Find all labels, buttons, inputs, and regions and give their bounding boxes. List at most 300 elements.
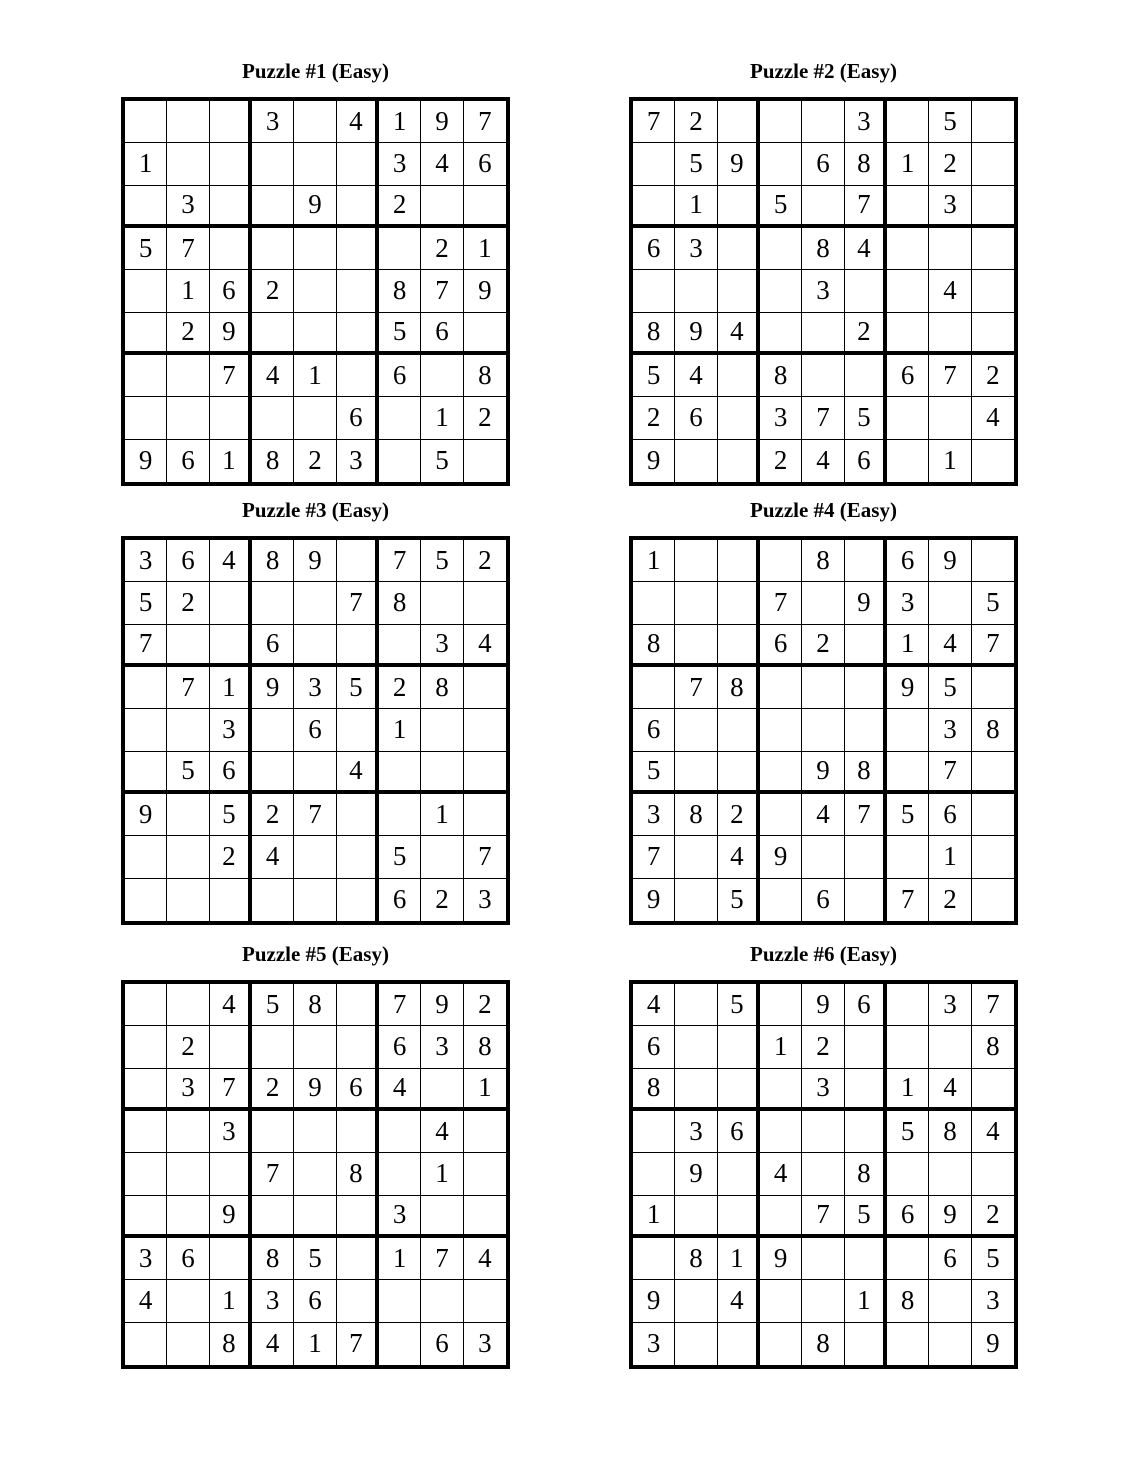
sudoku-cell[interactable]: 9 bbox=[802, 752, 844, 794]
sudoku-cell[interactable]: 6 bbox=[252, 625, 294, 667]
sudoku-cell[interactable]: 6 bbox=[294, 1280, 336, 1322]
sudoku-cell[interactable]: 8 bbox=[210, 1323, 252, 1365]
sudoku-cell[interactable]: 9 bbox=[294, 540, 336, 582]
sudoku-cell[interactable] bbox=[887, 984, 929, 1026]
sudoku-cell[interactable] bbox=[379, 440, 421, 482]
sudoku-cell[interactable] bbox=[718, 355, 760, 397]
sudoku-cell[interactable]: 2 bbox=[294, 440, 336, 482]
sudoku-cell[interactable]: 9 bbox=[802, 984, 844, 1026]
sudoku-cell[interactable] bbox=[464, 794, 506, 836]
sudoku-cell[interactable]: 2 bbox=[252, 270, 294, 312]
sudoku-cell[interactable] bbox=[379, 625, 421, 667]
sudoku-cell[interactable] bbox=[633, 186, 675, 228]
sudoku-cell[interactable] bbox=[887, 397, 929, 439]
sudoku-cell[interactable]: 8 bbox=[464, 355, 506, 397]
sudoku-cell[interactable] bbox=[887, 1153, 929, 1195]
sudoku-cell[interactable]: 5 bbox=[379, 313, 421, 355]
sudoku-cell[interactable] bbox=[421, 752, 463, 794]
sudoku-cell[interactable]: 3 bbox=[252, 101, 294, 143]
sudoku-cell[interactable] bbox=[252, 1026, 294, 1068]
sudoku-cell[interactable]: 2 bbox=[252, 794, 294, 836]
sudoku-cell[interactable]: 8 bbox=[972, 709, 1014, 751]
sudoku-cell[interactable] bbox=[125, 1026, 167, 1068]
sudoku-cell[interactable]: 9 bbox=[633, 440, 675, 482]
sudoku-cell[interactable] bbox=[675, 582, 717, 624]
sudoku-cell[interactable]: 4 bbox=[718, 1280, 760, 1322]
sudoku-cell[interactable]: 1 bbox=[210, 667, 252, 709]
sudoku-cell[interactable]: 7 bbox=[294, 794, 336, 836]
sudoku-cell[interactable]: 6 bbox=[464, 143, 506, 185]
sudoku-cell[interactable]: 7 bbox=[887, 879, 929, 921]
sudoku-cell[interactable] bbox=[337, 540, 379, 582]
sudoku-cell[interactable]: 2 bbox=[845, 313, 887, 355]
sudoku-cell[interactable] bbox=[845, 270, 887, 312]
sudoku-cell[interactable] bbox=[167, 794, 209, 836]
sudoku-cell[interactable] bbox=[675, 752, 717, 794]
sudoku-cell[interactable]: 7 bbox=[337, 1323, 379, 1365]
sudoku-cell[interactable]: 9 bbox=[125, 794, 167, 836]
sudoku-cell[interactable]: 8 bbox=[802, 540, 844, 582]
sudoku-cell[interactable]: 6 bbox=[633, 709, 675, 751]
sudoku-cell[interactable] bbox=[464, 752, 506, 794]
sudoku-cell[interactable] bbox=[718, 440, 760, 482]
sudoku-cell[interactable] bbox=[972, 270, 1014, 312]
sudoku-cell[interactable]: 5 bbox=[167, 752, 209, 794]
sudoku-cell[interactable]: 2 bbox=[464, 540, 506, 582]
sudoku-cell[interactable] bbox=[421, 1196, 463, 1238]
sudoku-cell[interactable] bbox=[845, 709, 887, 751]
sudoku-cell[interactable]: 5 bbox=[718, 879, 760, 921]
sudoku-cell[interactable] bbox=[718, 186, 760, 228]
sudoku-cell[interactable] bbox=[464, 1153, 506, 1195]
sudoku-cell[interactable] bbox=[167, 625, 209, 667]
sudoku-cell[interactable]: 6 bbox=[718, 1111, 760, 1153]
sudoku-cell[interactable] bbox=[845, 1238, 887, 1280]
sudoku-cell[interactable]: 2 bbox=[802, 625, 844, 667]
sudoku-cell[interactable]: 7 bbox=[760, 582, 802, 624]
sudoku-cell[interactable] bbox=[125, 709, 167, 751]
sudoku-cell[interactable] bbox=[125, 101, 167, 143]
sudoku-cell[interactable] bbox=[252, 397, 294, 439]
sudoku-cell[interactable]: 4 bbox=[337, 752, 379, 794]
sudoku-cell[interactable]: 6 bbox=[802, 879, 844, 921]
sudoku-cell[interactable]: 6 bbox=[421, 1323, 463, 1365]
sudoku-cell[interactable]: 1 bbox=[760, 1026, 802, 1068]
sudoku-cell[interactable] bbox=[252, 313, 294, 355]
sudoku-cell[interactable]: 2 bbox=[972, 1196, 1014, 1238]
sudoku-cell[interactable] bbox=[845, 625, 887, 667]
sudoku-cell[interactable] bbox=[421, 186, 463, 228]
sudoku-cell[interactable]: 5 bbox=[760, 186, 802, 228]
sudoku-cell[interactable] bbox=[929, 1323, 971, 1365]
sudoku-cell[interactable] bbox=[125, 836, 167, 878]
sudoku-cell[interactable] bbox=[294, 143, 336, 185]
sudoku-cell[interactable] bbox=[464, 1280, 506, 1322]
sudoku-cell[interactable]: 2 bbox=[929, 143, 971, 185]
sudoku-cell[interactable]: 3 bbox=[972, 1280, 1014, 1322]
sudoku-cell[interactable] bbox=[718, 1153, 760, 1195]
sudoku-cell[interactable]: 1 bbox=[887, 143, 929, 185]
sudoku-cell[interactable]: 8 bbox=[421, 667, 463, 709]
sudoku-cell[interactable] bbox=[294, 270, 336, 312]
sudoku-cell[interactable]: 6 bbox=[337, 1069, 379, 1111]
sudoku-cell[interactable] bbox=[294, 879, 336, 921]
sudoku-cell[interactable]: 4 bbox=[125, 1280, 167, 1322]
sudoku-cell[interactable] bbox=[125, 397, 167, 439]
sudoku-cell[interactable] bbox=[464, 709, 506, 751]
sudoku-cell[interactable] bbox=[845, 667, 887, 709]
sudoku-cell[interactable] bbox=[845, 1111, 887, 1153]
sudoku-cell[interactable]: 6 bbox=[210, 752, 252, 794]
sudoku-cell[interactable]: 1 bbox=[379, 1238, 421, 1280]
sudoku-cell[interactable] bbox=[887, 440, 929, 482]
sudoku-cell[interactable] bbox=[802, 1280, 844, 1322]
sudoku-cell[interactable] bbox=[210, 582, 252, 624]
sudoku-cell[interactable]: 2 bbox=[929, 879, 971, 921]
sudoku-cell[interactable] bbox=[633, 582, 675, 624]
sudoku-cell[interactable]: 1 bbox=[464, 228, 506, 270]
sudoku-cell[interactable] bbox=[718, 625, 760, 667]
sudoku-cell[interactable] bbox=[294, 836, 336, 878]
sudoku-cell[interactable] bbox=[210, 143, 252, 185]
sudoku-cell[interactable]: 7 bbox=[845, 186, 887, 228]
sudoku-cell[interactable]: 3 bbox=[167, 186, 209, 228]
sudoku-cell[interactable] bbox=[972, 752, 1014, 794]
sudoku-cell[interactable] bbox=[802, 1153, 844, 1195]
sudoku-cell[interactable] bbox=[633, 1238, 675, 1280]
sudoku-cell[interactable] bbox=[125, 1196, 167, 1238]
sudoku-cell[interactable]: 7 bbox=[421, 270, 463, 312]
sudoku-cell[interactable]: 3 bbox=[802, 270, 844, 312]
sudoku-cell[interactable] bbox=[337, 228, 379, 270]
sudoku-cell[interactable] bbox=[633, 270, 675, 312]
sudoku-cell[interactable] bbox=[125, 984, 167, 1026]
sudoku-cell[interactable]: 5 bbox=[972, 582, 1014, 624]
sudoku-cell[interactable] bbox=[675, 440, 717, 482]
sudoku-cell[interactable] bbox=[887, 186, 929, 228]
sudoku-cell[interactable]: 6 bbox=[929, 1238, 971, 1280]
sudoku-cell[interactable] bbox=[972, 667, 1014, 709]
sudoku-cell[interactable]: 8 bbox=[845, 1153, 887, 1195]
sudoku-cell[interactable]: 1 bbox=[421, 397, 463, 439]
sudoku-cell[interactable]: 2 bbox=[167, 1026, 209, 1068]
sudoku-cell[interactable]: 6 bbox=[167, 1238, 209, 1280]
sudoku-cell[interactable] bbox=[464, 1196, 506, 1238]
sudoku-cell[interactable] bbox=[760, 1323, 802, 1365]
sudoku-cell[interactable] bbox=[379, 1280, 421, 1322]
sudoku-cell[interactable] bbox=[675, 1069, 717, 1111]
sudoku-cell[interactable]: 2 bbox=[379, 667, 421, 709]
sudoku-cell[interactable]: 7 bbox=[252, 1153, 294, 1195]
sudoku-cell[interactable]: 7 bbox=[167, 228, 209, 270]
sudoku-cell[interactable]: 9 bbox=[252, 667, 294, 709]
sudoku-cell[interactable]: 8 bbox=[760, 355, 802, 397]
sudoku-cell[interactable] bbox=[125, 1111, 167, 1153]
sudoku-cell[interactable] bbox=[464, 667, 506, 709]
sudoku-cell[interactable] bbox=[633, 143, 675, 185]
sudoku-cell[interactable] bbox=[210, 1153, 252, 1195]
sudoku-cell[interactable] bbox=[633, 1153, 675, 1195]
sudoku-cell[interactable]: 9 bbox=[421, 984, 463, 1026]
sudoku-cell[interactable]: 1 bbox=[929, 440, 971, 482]
sudoku-cell[interactable]: 1 bbox=[379, 709, 421, 751]
sudoku-cell[interactable]: 6 bbox=[887, 540, 929, 582]
sudoku-cell[interactable]: 3 bbox=[929, 709, 971, 751]
sudoku-cell[interactable]: 6 bbox=[929, 794, 971, 836]
sudoku-cell[interactable]: 2 bbox=[633, 397, 675, 439]
sudoku-cell[interactable] bbox=[718, 540, 760, 582]
sudoku-cell[interactable]: 8 bbox=[675, 1238, 717, 1280]
sudoku-cell[interactable]: 1 bbox=[718, 1238, 760, 1280]
sudoku-cell[interactable]: 8 bbox=[379, 270, 421, 312]
sudoku-cell[interactable] bbox=[972, 101, 1014, 143]
sudoku-cell[interactable] bbox=[760, 1196, 802, 1238]
sudoku-cell[interactable] bbox=[294, 397, 336, 439]
sudoku-cell[interactable]: 8 bbox=[633, 1069, 675, 1111]
sudoku-cell[interactable]: 4 bbox=[972, 397, 1014, 439]
sudoku-cell[interactable]: 9 bbox=[633, 1280, 675, 1322]
sudoku-cell[interactable]: 9 bbox=[760, 836, 802, 878]
sudoku-cell[interactable] bbox=[718, 228, 760, 270]
sudoku-cell[interactable] bbox=[294, 752, 336, 794]
sudoku-cell[interactable] bbox=[972, 836, 1014, 878]
sudoku-cell[interactable]: 3 bbox=[421, 625, 463, 667]
sudoku-cell[interactable] bbox=[464, 440, 506, 482]
sudoku-cell[interactable]: 6 bbox=[379, 879, 421, 921]
sudoku-cell[interactable] bbox=[167, 1196, 209, 1238]
sudoku-cell[interactable]: 1 bbox=[887, 1069, 929, 1111]
sudoku-cell[interactable]: 1 bbox=[294, 355, 336, 397]
sudoku-cell[interactable]: 3 bbox=[633, 1323, 675, 1365]
sudoku-cell[interactable] bbox=[252, 1111, 294, 1153]
sudoku-cell[interactable]: 6 bbox=[421, 313, 463, 355]
sudoku-cell[interactable] bbox=[464, 582, 506, 624]
sudoku-cell[interactable]: 2 bbox=[802, 1026, 844, 1068]
sudoku-cell[interactable]: 8 bbox=[718, 667, 760, 709]
sudoku-cell[interactable]: 7 bbox=[210, 355, 252, 397]
sudoku-cell[interactable]: 2 bbox=[421, 879, 463, 921]
sudoku-cell[interactable]: 9 bbox=[760, 1238, 802, 1280]
sudoku-cell[interactable] bbox=[125, 270, 167, 312]
sudoku-cell[interactable]: 1 bbox=[210, 1280, 252, 1322]
sudoku-cell[interactable] bbox=[421, 709, 463, 751]
sudoku-cell[interactable]: 8 bbox=[464, 1026, 506, 1068]
sudoku-cell[interactable] bbox=[802, 1238, 844, 1280]
sudoku-cell[interactable]: 6 bbox=[845, 984, 887, 1026]
sudoku-cell[interactable] bbox=[252, 1196, 294, 1238]
sudoku-cell[interactable]: 9 bbox=[986, 1328, 1000, 1359]
sudoku-cell[interactable]: 9 bbox=[718, 143, 760, 185]
sudoku-cell[interactable] bbox=[929, 228, 971, 270]
sudoku-cell[interactable]: 3 bbox=[294, 667, 336, 709]
sudoku-cell[interactable] bbox=[972, 186, 1014, 228]
sudoku-cell[interactable] bbox=[252, 186, 294, 228]
sudoku-cell[interactable] bbox=[675, 270, 717, 312]
sudoku-cell[interactable] bbox=[210, 228, 252, 270]
sudoku-cell[interactable] bbox=[760, 228, 802, 270]
sudoku-cell[interactable]: 4 bbox=[210, 540, 252, 582]
sudoku-cell[interactable]: 5 bbox=[887, 1111, 929, 1153]
sudoku-cell[interactable]: 1 bbox=[125, 143, 167, 185]
sudoku-cell[interactable]: 9 bbox=[125, 440, 167, 482]
sudoku-cell[interactable] bbox=[887, 1026, 929, 1068]
sudoku-cell[interactable] bbox=[972, 540, 1014, 582]
sudoku-cell[interactable]: 8 bbox=[252, 1238, 294, 1280]
sudoku-cell[interactable]: 2 bbox=[379, 186, 421, 228]
sudoku-cell[interactable] bbox=[294, 313, 336, 355]
sudoku-cell[interactable]: 5 bbox=[972, 1238, 1014, 1280]
sudoku-cell[interactable]: 1 bbox=[464, 1069, 506, 1111]
sudoku-cell[interactable]: 5 bbox=[125, 582, 167, 624]
sudoku-cell[interactable]: 5 bbox=[379, 836, 421, 878]
sudoku-cell[interactable]: 7 bbox=[464, 101, 506, 143]
sudoku-cell[interactable] bbox=[718, 709, 760, 751]
sudoku-cell[interactable]: 4 bbox=[802, 794, 844, 836]
sudoku-cell[interactable]: 2 bbox=[210, 836, 252, 878]
sudoku-cell[interactable] bbox=[337, 836, 379, 878]
sudoku-cell[interactable]: 6 bbox=[760, 625, 802, 667]
sudoku-cell[interactable]: 5 bbox=[887, 794, 929, 836]
sudoku-cell[interactable]: 3 bbox=[478, 884, 492, 915]
sudoku-cell[interactable]: 2 bbox=[675, 101, 717, 143]
sudoku-cell[interactable] bbox=[760, 1280, 802, 1322]
sudoku-cell[interactable] bbox=[252, 143, 294, 185]
sudoku-cell[interactable]: 7 bbox=[802, 1196, 844, 1238]
sudoku-cell[interactable] bbox=[294, 101, 336, 143]
sudoku-cell[interactable]: 3 bbox=[929, 984, 971, 1026]
sudoku-cell[interactable]: 6 bbox=[379, 355, 421, 397]
sudoku-cell[interactable] bbox=[675, 709, 717, 751]
sudoku-cell[interactable]: 7 bbox=[845, 794, 887, 836]
sudoku-cell[interactable]: 5 bbox=[633, 355, 675, 397]
sudoku-cell[interactable]: 3 bbox=[675, 1111, 717, 1153]
sudoku-cell[interactable] bbox=[929, 397, 971, 439]
sudoku-cell[interactable] bbox=[125, 879, 167, 921]
sudoku-cell[interactable]: 6 bbox=[337, 397, 379, 439]
sudoku-cell[interactable] bbox=[887, 836, 929, 878]
sudoku-cell[interactable]: 8 bbox=[294, 984, 336, 1026]
sudoku-cell[interactable]: 7 bbox=[802, 397, 844, 439]
sudoku-cell[interactable] bbox=[294, 625, 336, 667]
sudoku-cell[interactable]: 3 bbox=[887, 582, 929, 624]
sudoku-cell[interactable]: 9 bbox=[929, 540, 971, 582]
sudoku-cell[interactable]: 7 bbox=[379, 540, 421, 582]
sudoku-cell[interactable] bbox=[718, 752, 760, 794]
sudoku-cell[interactable] bbox=[337, 355, 379, 397]
sudoku-cell[interactable]: 9 bbox=[294, 1069, 336, 1111]
sudoku-cell[interactable]: 6 bbox=[633, 228, 675, 270]
sudoku-cell[interactable] bbox=[294, 1196, 336, 1238]
sudoku-cell[interactable] bbox=[421, 1069, 463, 1111]
sudoku-cell[interactable] bbox=[675, 879, 717, 921]
sudoku-cell[interactable] bbox=[718, 101, 760, 143]
sudoku-cell[interactable]: 4 bbox=[633, 984, 675, 1026]
sudoku-cell[interactable] bbox=[167, 1323, 209, 1365]
sudoku-cell[interactable] bbox=[760, 984, 802, 1026]
sudoku-cell[interactable]: 1 bbox=[887, 625, 929, 667]
sudoku-cell[interactable] bbox=[802, 582, 844, 624]
sudoku-cell[interactable] bbox=[337, 1196, 379, 1238]
sudoku-cell[interactable] bbox=[252, 228, 294, 270]
sudoku-cell[interactable]: 3 bbox=[210, 1111, 252, 1153]
sudoku-cell[interactable]: 3 bbox=[125, 540, 167, 582]
sudoku-cell[interactable]: 1 bbox=[421, 1153, 463, 1195]
sudoku-cell[interactable] bbox=[252, 879, 294, 921]
sudoku-cell[interactable] bbox=[167, 397, 209, 439]
sudoku-cell[interactable]: 3 bbox=[675, 228, 717, 270]
sudoku-cell[interactable] bbox=[167, 355, 209, 397]
sudoku-cell[interactable]: 9 bbox=[210, 313, 252, 355]
sudoku-cell[interactable] bbox=[675, 836, 717, 878]
sudoku-cell[interactable] bbox=[125, 752, 167, 794]
sudoku-cell[interactable]: 4 bbox=[718, 313, 760, 355]
sudoku-cell[interactable] bbox=[167, 709, 209, 751]
sudoku-cell[interactable] bbox=[760, 709, 802, 751]
sudoku-cell[interactable] bbox=[633, 667, 675, 709]
sudoku-cell[interactable] bbox=[379, 1323, 421, 1365]
sudoku-cell[interactable] bbox=[929, 313, 971, 355]
sudoku-cell[interactable]: 4 bbox=[760, 1153, 802, 1195]
sudoku-cell[interactable]: 5 bbox=[675, 143, 717, 185]
sudoku-cell[interactable] bbox=[337, 794, 379, 836]
sudoku-cell[interactable]: 2 bbox=[464, 984, 506, 1026]
sudoku-cell[interactable]: 8 bbox=[337, 1153, 379, 1195]
sudoku-cell[interactable] bbox=[760, 1111, 802, 1153]
sudoku-cell[interactable]: 2 bbox=[972, 355, 1014, 397]
sudoku-cell[interactable] bbox=[125, 313, 167, 355]
sudoku-cell[interactable]: 3 bbox=[929, 186, 971, 228]
sudoku-cell[interactable] bbox=[887, 1238, 929, 1280]
sudoku-cell[interactable] bbox=[972, 879, 1014, 921]
sudoku-cell[interactable]: 2 bbox=[167, 582, 209, 624]
sudoku-cell[interactable]: 9 bbox=[929, 1196, 971, 1238]
sudoku-cell[interactable] bbox=[167, 879, 209, 921]
sudoku-cell[interactable] bbox=[718, 1323, 760, 1365]
sudoku-cell[interactable]: 6 bbox=[210, 270, 252, 312]
sudoku-cell[interactable]: 5 bbox=[294, 1238, 336, 1280]
sudoku-cell[interactable]: 6 bbox=[675, 397, 717, 439]
sudoku-cell[interactable]: 7 bbox=[167, 667, 209, 709]
sudoku-cell[interactable]: 3 bbox=[845, 101, 887, 143]
sudoku-cell[interactable] bbox=[718, 397, 760, 439]
sudoku-cell[interactable]: 8 bbox=[887, 1280, 929, 1322]
sudoku-cell[interactable] bbox=[379, 752, 421, 794]
sudoku-cell[interactable] bbox=[929, 1280, 971, 1322]
sudoku-cell[interactable] bbox=[167, 1153, 209, 1195]
sudoku-cell[interactable]: 3 bbox=[802, 1069, 844, 1111]
sudoku-cell[interactable] bbox=[802, 836, 844, 878]
sudoku-cell[interactable] bbox=[972, 143, 1014, 185]
sudoku-cell[interactable]: 2 bbox=[421, 228, 463, 270]
sudoku-cell[interactable]: 9 bbox=[633, 879, 675, 921]
sudoku-cell[interactable]: 4 bbox=[421, 1111, 463, 1153]
sudoku-cell[interactable]: 3 bbox=[421, 1026, 463, 1068]
sudoku-cell[interactable]: 8 bbox=[802, 228, 844, 270]
sudoku-cell[interactable]: 7 bbox=[125, 625, 167, 667]
sudoku-cell[interactable]: 5 bbox=[210, 794, 252, 836]
sudoku-cell[interactable] bbox=[972, 313, 1014, 355]
sudoku-cell[interactable] bbox=[210, 879, 252, 921]
sudoku-cell[interactable] bbox=[760, 1069, 802, 1111]
sudoku-cell[interactable] bbox=[379, 228, 421, 270]
sudoku-cell[interactable]: 9 bbox=[421, 101, 463, 143]
sudoku-cell[interactable] bbox=[125, 1323, 167, 1365]
sudoku-cell[interactable] bbox=[337, 1238, 379, 1280]
sudoku-cell[interactable] bbox=[379, 1153, 421, 1195]
sudoku-cell[interactable] bbox=[125, 667, 167, 709]
sudoku-cell[interactable] bbox=[760, 667, 802, 709]
sudoku-cell[interactable] bbox=[125, 355, 167, 397]
